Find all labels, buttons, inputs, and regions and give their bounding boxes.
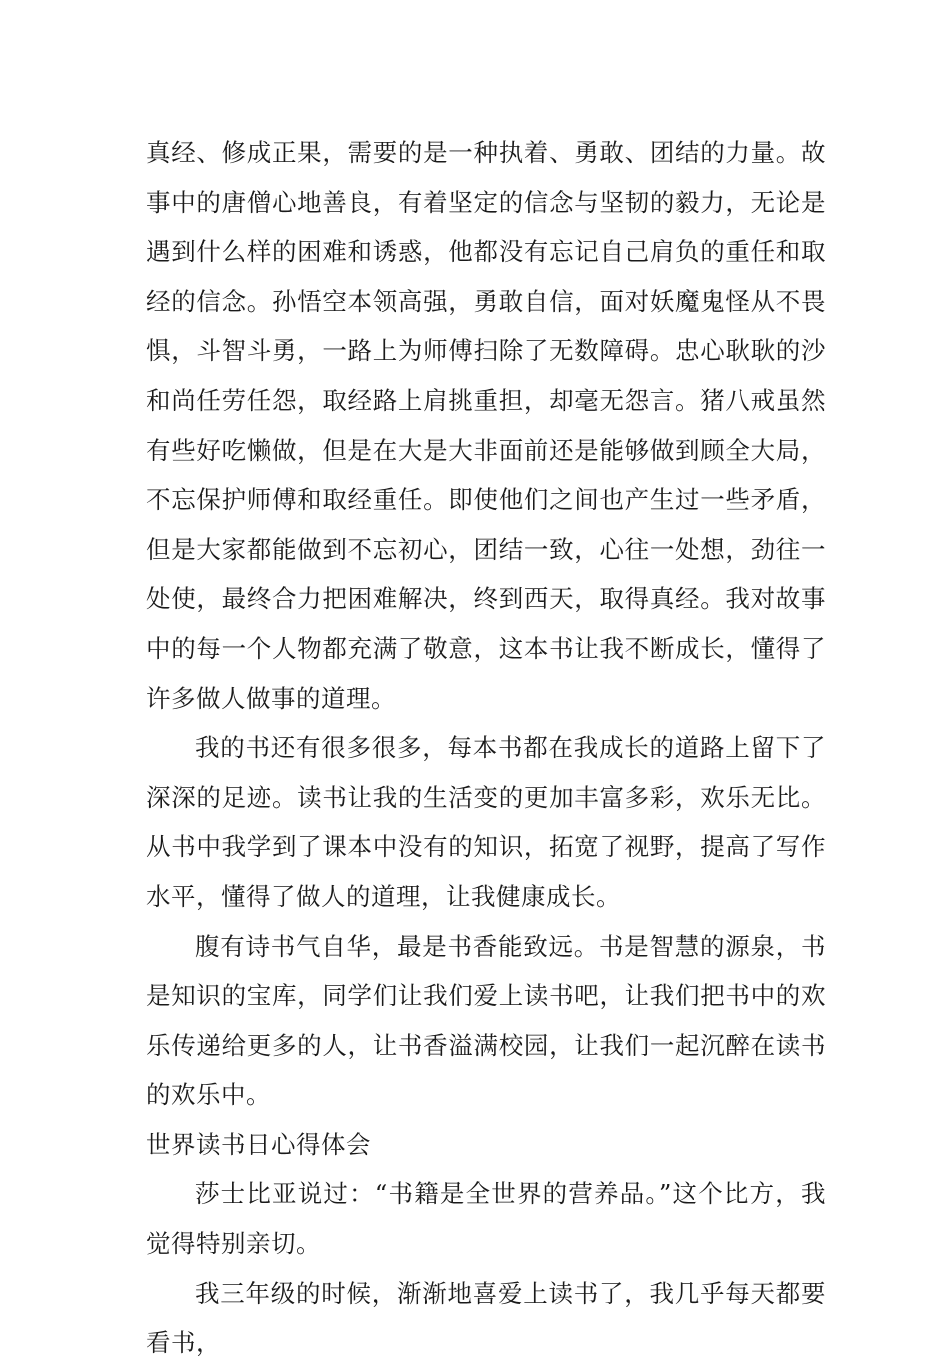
paragraph: 莎士比亚说过：“书籍是全世界的营养品。”这个比方，我觉得特别亲切。 bbox=[146, 1179, 826, 1259]
body-text bbox=[146, 128, 826, 1368]
paragraph-continued: 真经、修成正果，需要的是一种执着、勇敢、团结的力量。故事中的唐僧心地善良，有着坚定的信念与坚韧的毅力，无论是遇到什么样的困难和诱惑，他都没有忘记自己肩负的重任和取经的信念。孙悟空本领高强，勇敢自信，面对妖魔鬼怪从不畏惧，斗智斗勇，一路上为师傅扫除了无数障碍。忠心耿耿的沙和尚任劳任怨，取经路上肩挑重担，却毫无怨言。猪八戒虽然有些好吃懒做，但是在大是大非面前还是能够做到顾全大局，不忘保护师傅和取经重任。即使他们之间也产生过一些矛盾，但是大家都能做到不忘初心，团结一致，心往一处想，劲往一处使，最终合力把困难解决，终到西天，取得真经。我对故事中的每一个人物都充满了敬意，这本书让我不断成长，懂得了许多做人做事的道理。 bbox=[146, 138, 826, 713]
paragraph: 腹有诗书气自华，最是书香能致远。书是智慧的源泉，书是知识的宝库，同学们让我们爱上读书吧，让我们把书中的欢乐传递给更多的人，让书香溢满校园，让我们一起沉醉在读书的欢乐中。 bbox=[146, 931, 826, 1110]
paragraph: 我的书还有很多很多，每本书都在我成长的道路上留下了深深的足迹。读书让我的生活变的更加丰富多彩，欢乐无比。从书中我学到了课本中没有的知识，拓宽了视野，提高了写作水平，懂得了做人的道理，让我健康成长。 bbox=[146, 733, 826, 911]
section-title: 世界读书日心得体会 bbox=[146, 1129, 371, 1159]
paragraph: 我三年级的时候，渐渐地喜爱上读书了，我几乎每天都要看书， bbox=[146, 1278, 826, 1358]
